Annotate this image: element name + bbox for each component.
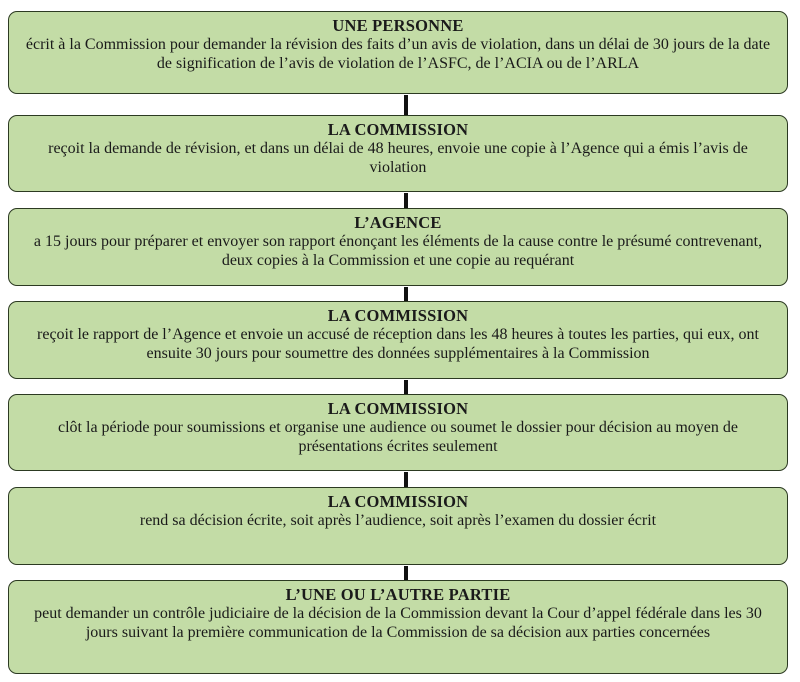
step-description: peut demander un contrôle judiciaire de la décision de la Commission devant la Cour d’appel fédérale dans les 30 jours suivant la première communication de la Commission de sa décision aux parties concernées	[34, 605, 762, 641]
connector-line	[404, 472, 408, 487]
step-description: écrit à la Commission pour demander la révision des faits d’un avis de violation, dans un délai de 30 jours de la date de signification de l’avis de violation de l’ASFC, de l’ACIA ou de l’ARLA	[25, 36, 771, 72]
step-description: clôt la période pour soumissions et organise une audience ou soumet le dossier pour décision au moyen de présentations écrites seulement	[58, 419, 738, 455]
step-title: LA COMMISSION	[327, 399, 469, 418]
step-title: LA COMMISSION	[327, 120, 469, 139]
step-title: UNE PERSONNE	[332, 16, 464, 35]
step-description: reçoit le rapport de l’Agence et envoie un accusé de réception dans les 48 heures à toutes les parties, qui eux, ont ensuite 30 jours pour soumettre des données supplémentaires à la Commission	[37, 326, 759, 362]
step-description: a 15 jours pour préparer et envoyer son rapport énonçant les éléments de la cause contre le présumé contrevenant, deux copies à la Commission et une copie au requérant	[33, 233, 763, 269]
step-description: reçoit la demande de révision, et dans un délai de 48 heures, envoie une copie à l’Agence qui a émis l’avis de violation	[48, 140, 748, 176]
flow-step-7	[8, 580, 788, 674]
flow-step-6	[8, 487, 788, 565]
step-title: LA COMMISSION	[327, 492, 469, 511]
step-title: L’UNE OU L’AUTRE PARTIE	[285, 585, 511, 604]
connector-line	[404, 566, 408, 580]
flow-step-4	[8, 301, 788, 379]
flow-step-2	[8, 115, 788, 192]
step-description: rend sa décision écrite, soit après l’audience, soit après l’examen du dossier écrit	[139, 512, 657, 529]
connector-line	[404, 193, 408, 208]
connector-line	[404, 287, 408, 301]
step-title: LA COMMISSION	[327, 306, 469, 325]
flow-step-3	[8, 208, 788, 286]
flow-step-1	[8, 11, 788, 94]
step-title: L’AGENCE	[354, 213, 442, 232]
connector-line	[404, 380, 408, 394]
connector-line	[404, 95, 408, 115]
flow-step-5	[8, 394, 788, 471]
